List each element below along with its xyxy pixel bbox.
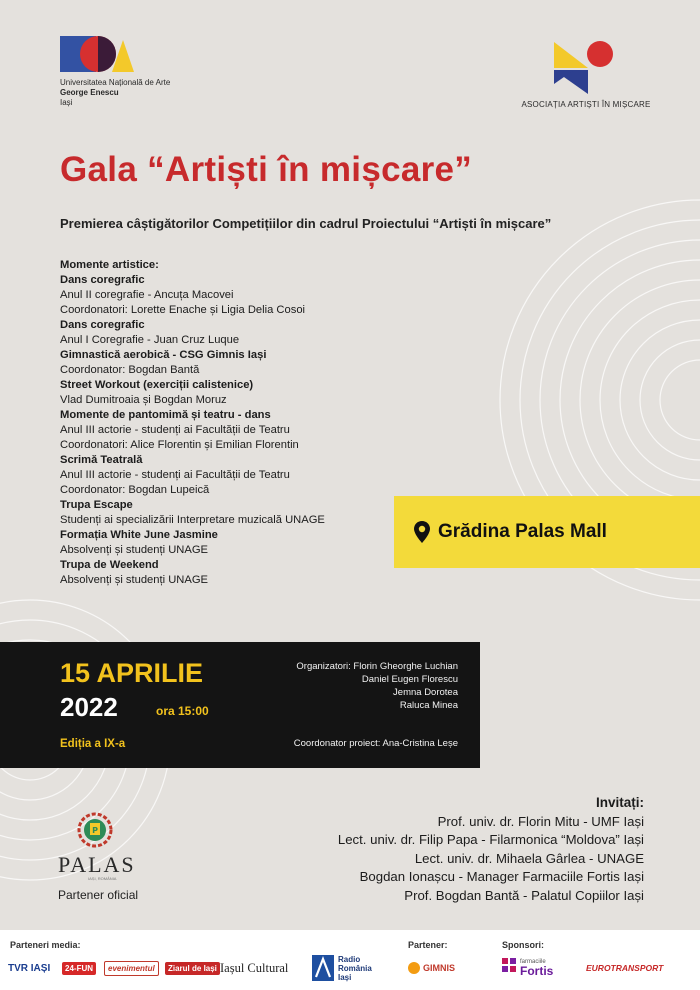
- event-year: 2022: [60, 692, 118, 722]
- university-logo-mark: [60, 36, 134, 72]
- organizer-line: Jemna Dorotea: [393, 687, 458, 698]
- radio-label: Radio: [338, 954, 361, 964]
- program-line: Anul I Coregrafie - Juan Cruz Luque: [60, 334, 240, 346]
- gimnis-icon: [408, 962, 420, 974]
- guest-item: Prof. Bogdan Bantă - Palatul Copiilor Iași: [404, 887, 644, 903]
- organizers-list: [296, 660, 458, 712]
- project-coordinator: Coordonator proiect: Ana-Cristina Leșe: [293, 738, 458, 749]
- event-day: 15 APRILIE: [60, 658, 204, 688]
- gimnis-label: GIMNIS: [423, 963, 456, 973]
- romania-label: România: [338, 963, 372, 973]
- program-line: Trupa de Weekend: [60, 559, 159, 571]
- event-time: ora 15:00: [156, 704, 209, 718]
- official-partner: [58, 810, 168, 902]
- partner-subtitle: IAȘI, ROMÂNIA: [88, 876, 117, 881]
- organizer-line: Raluca Minea: [399, 700, 458, 711]
- partner-label: Partener oficial: [58, 888, 139, 902]
- program-line: Formația White June Jasmine: [60, 529, 218, 541]
- guests-list: [338, 794, 644, 905]
- program-line: Gimnastică aerobică - CSG Gimnis Iași: [60, 349, 267, 361]
- organizer-line: Daniel Eugen Florescu: [361, 674, 458, 685]
- program-line: Coordonatori: Lorette Enache și Ligia Delia Cosoi: [60, 304, 306, 316]
- program-line: Coordonator: Bogdan Bantă: [60, 364, 200, 376]
- guest-item: Prof. univ. dr. Florin Mitu - UMF Iași: [437, 813, 644, 829]
- program-line: Anul III actorie - studenți ai Facultății de Teatru: [60, 469, 290, 481]
- program-line: Coordonator: Bogdan Lupeică: [60, 484, 210, 496]
- university-name: Universitatea Națională de Arte: [60, 78, 171, 87]
- partner-footer-label: Partener:: [408, 940, 448, 950]
- ziarul-de-iasi-logo: [165, 958, 220, 978]
- venue-banner: [394, 496, 700, 568]
- svg-text:P: P: [92, 826, 98, 835]
- palas-emblem-icon: [76, 810, 114, 850]
- program-line: Trupa Escape: [60, 499, 133, 511]
- sponsors-label: Sponsori:: [502, 940, 544, 950]
- association-logo-mark: [554, 36, 618, 94]
- program-line: Absolvenți și studenți UNAGE: [60, 574, 208, 586]
- radio-romania-iasi-logo: [312, 952, 372, 984]
- map-pin-icon: [414, 521, 430, 543]
- gimnis-logo: [408, 958, 455, 978]
- evenimentul-logo: [104, 958, 159, 978]
- program-line: Scrimă Teatrală: [60, 454, 143, 466]
- iasul-cultural-logo: Iașul Cultural: [220, 960, 289, 975]
- program-line: Coordonatori: Alice Florentin și Emilian Florentin: [60, 439, 299, 451]
- tvr-iasi-logo: TVR IAȘI: [8, 962, 51, 974]
- program-line: Street Workout (exerciții calistenice): [60, 379, 254, 391]
- program-line: Anul II coregrafie - Ancuța Macovei: [60, 289, 234, 301]
- association-name: ASOCIAȚIA ARTIȘTI ÎN MIȘCARE: [521, 100, 651, 109]
- guest-item: Lect. univ. dr. Filip Papa - Filarmonica “Moldova” Iași: [337, 832, 644, 847]
- guests-title: Invitați:: [595, 795, 644, 810]
- media-partners-label: Parteneri media:: [10, 940, 81, 950]
- partner-name: PALAS: [58, 852, 136, 877]
- fun24-label: 24-FUN: [62, 962, 96, 975]
- page-subtitle: Premierea câștigătorilor Competițiilor din cadrul Proiectului “Artiști în mișcare”: [60, 216, 552, 231]
- fortis-logo: [502, 954, 553, 980]
- organizer-line: Organizatori: Florin Gheorghe Luchian: [296, 661, 458, 672]
- program-line: Anul III actorie - studenți ai Facultății de Teatru: [60, 424, 290, 436]
- iasi-label: Iași: [338, 972, 352, 982]
- page-title: Gala “Artiști în mișcare”: [60, 150, 473, 189]
- sponsors-footer: [0, 930, 700, 990]
- program-line: Dans coregrafic: [60, 319, 145, 331]
- association-logo: [516, 36, 656, 109]
- evenimentul-label: evenimentul: [104, 961, 159, 976]
- event-date-box: [0, 642, 480, 768]
- guest-item: Bogdan Ionașcu - Manager Farmaciile Fortis Iași: [359, 869, 644, 884]
- guest-item: Lect. univ. dr. Mihaela Gârlea - UNAGE: [414, 850, 644, 866]
- program-line: Vlad Dumitroaia și Bogdan Moruz: [60, 394, 227, 406]
- fortis-sub-label: farmaciile: [520, 959, 546, 965]
- eurotransport-logo: EUROTRANSPORT: [586, 963, 664, 973]
- program-line: Studenți ai specializării Interpretare muzicală UNAGE: [60, 514, 325, 526]
- venue-name: Grădina Palas Mall: [438, 521, 607, 542]
- university-logo: [60, 36, 190, 108]
- ziarul-label: Ziarul de Iași: [165, 962, 220, 975]
- fun24-logo: [62, 958, 96, 978]
- fortis-label: Fortis: [520, 964, 554, 978]
- program-line: Absolvenți și studenți UNAGE: [60, 544, 208, 556]
- program-line: Momente artistice:: [60, 259, 159, 271]
- university-name-bold: George Enescu: [60, 88, 119, 97]
- radio-logo-icon: [312, 955, 334, 981]
- program-line: Momente de pantomimă și teatru - dans: [60, 409, 271, 421]
- university-city: Iași: [60, 98, 73, 107]
- event-edition: Ediția a IX-a: [60, 738, 126, 750]
- program-line: Dans coregrafic: [60, 274, 145, 286]
- fortis-icon: [502, 958, 516, 976]
- program-list: [60, 258, 390, 588]
